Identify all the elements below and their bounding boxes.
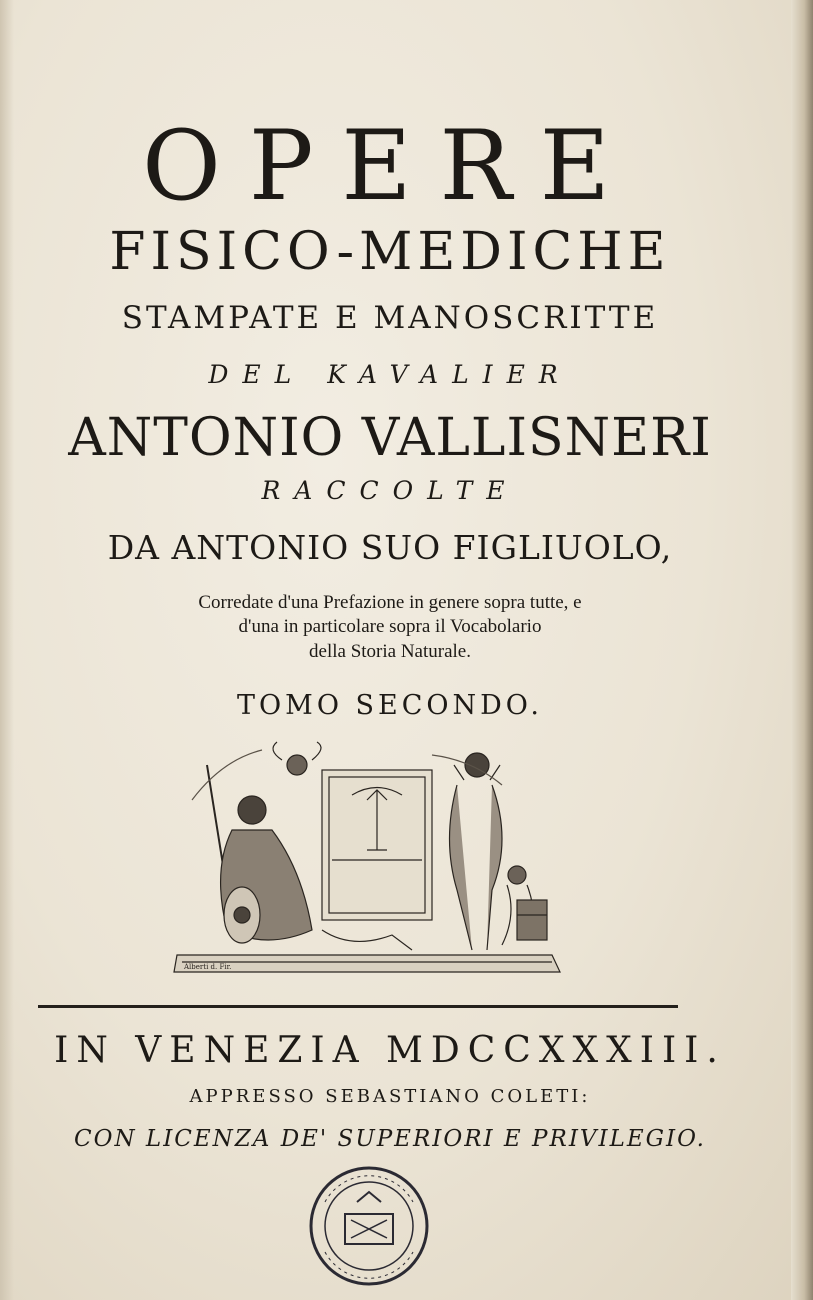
author-name: ANTONIO VALLISNERI: [68, 408, 712, 468]
horizontal-rule: [38, 1005, 678, 1008]
volume-label: TOMO SECONDO.: [237, 690, 543, 721]
book-edge: [791, 0, 813, 1300]
page-gutter-shadow: [0, 0, 14, 1300]
description-line-1: Corredate d'una Prefazione in genere sopra tutte, e: [198, 592, 582, 613]
subtitle-del-kavalier: DEL KAVALIER: [208, 360, 572, 389]
imprint-license: CON LICENZA DE' SUPERIORI E PRIVILEGIO.: [74, 1126, 706, 1152]
description-line-3: della Storia Naturale.: [309, 641, 471, 662]
imprint-printer: APPRESSO SEBASTIANO COLETI:: [189, 1086, 591, 1107]
title-fisico-mediche: FISICO-MEDICHE: [109, 222, 671, 282]
library-stamp-icon: [305, 1162, 433, 1290]
imprint-place-date: IN VENEZIA MDCCXXXIII.: [54, 1030, 726, 1071]
subtitle-raccolte: RACCOLTE: [261, 476, 519, 505]
editor-line: DA ANTONIO SUO FIGLIUOLO,: [107, 528, 673, 567]
title-opere: OPERE: [142, 110, 638, 222]
description-line-2: d'una in particolare sopra il Vocabolario: [238, 616, 542, 637]
allegorical-engraving-icon: [172, 740, 562, 980]
engraving-signature: Alberti d. Fir.: [184, 963, 232, 971]
subtitle-stampate: STAMPATE E MANOSCRITTE: [121, 300, 659, 336]
